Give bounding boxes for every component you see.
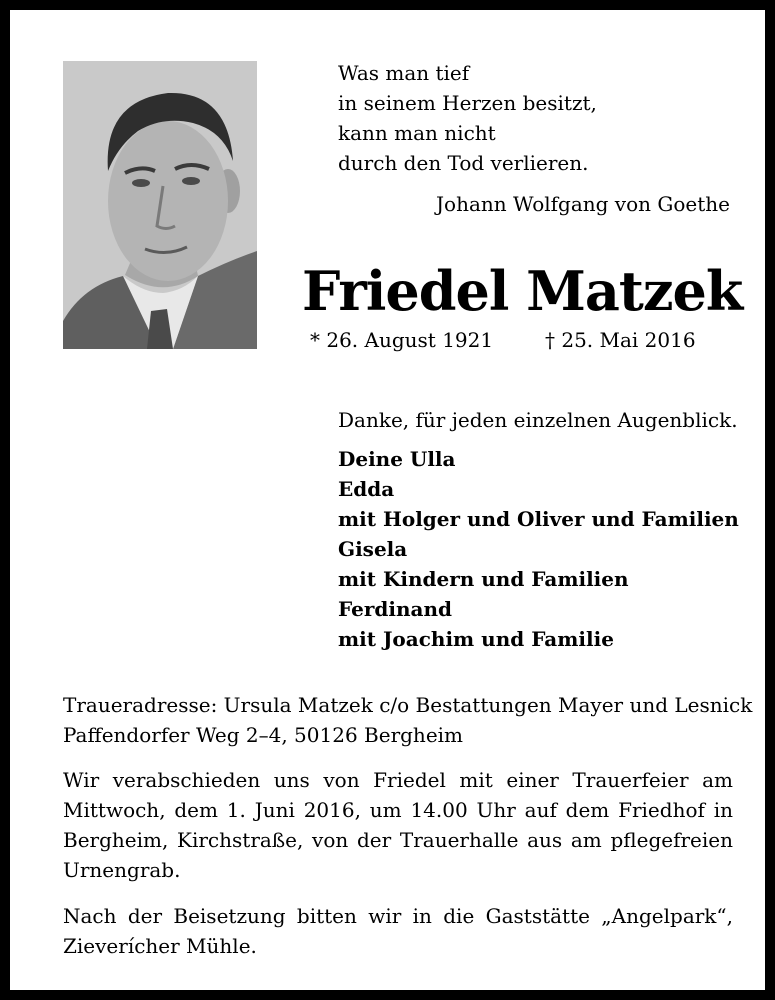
death-date: † 25. Mai 2016 bbox=[545, 328, 696, 352]
birth-date: * 26. August 1921 bbox=[310, 328, 494, 352]
mourner: mit Joachim und Familie bbox=[338, 627, 614, 651]
mourner: Gisela bbox=[338, 537, 408, 561]
mourner: mit Holger und Oliver und Familien bbox=[338, 507, 739, 531]
gathering-paragraph: Nach der Beisetzung bitten wir in die Gaststätte „Angelpark“, Zieverícher Mühle. bbox=[63, 904, 733, 958]
quote-line: kann man nicht bbox=[338, 121, 496, 145]
quote-line: Was man tief bbox=[338, 61, 470, 85]
deceased-name: Friedel Matzek bbox=[302, 259, 743, 323]
mourners-list bbox=[338, 444, 739, 654]
mourner: mit Kindern und Familien bbox=[338, 567, 629, 591]
mourning-address bbox=[63, 690, 753, 750]
portrait-photo bbox=[63, 61, 257, 349]
goethe-quote bbox=[338, 58, 738, 178]
mourner: Edda bbox=[338, 477, 395, 501]
ceremony-paragraph: Wir verabschieden uns von Friedel mit einer Trauerfeier am Mittwoch, dem 1. Juni 2016, um 14.00 Uhr auf dem Friedhof in Bergheim, Kirchstraße, von der Trauerhalle aus am pflegefreien Urnengrab. bbox=[63, 768, 733, 882]
quote-line: in seinem Herzen besitzt, bbox=[338, 91, 597, 115]
quote-line: durch den Tod verlieren. bbox=[338, 151, 589, 175]
thanks-line: Danke, für jeden einzelnen Augenblick. bbox=[338, 408, 738, 432]
mourner: Deine Ulla bbox=[338, 447, 456, 471]
quote-author: Johann Wolfgang von Goethe bbox=[436, 192, 730, 216]
address-line: Traueradresse: Ursula Matzek c/o Bestattungen Mayer und Lesnick bbox=[63, 693, 753, 717]
mourner: Ferdinand bbox=[338, 597, 452, 621]
address-line: Paffendorfer Weg 2–4, 50126 Bergheim bbox=[63, 723, 464, 747]
